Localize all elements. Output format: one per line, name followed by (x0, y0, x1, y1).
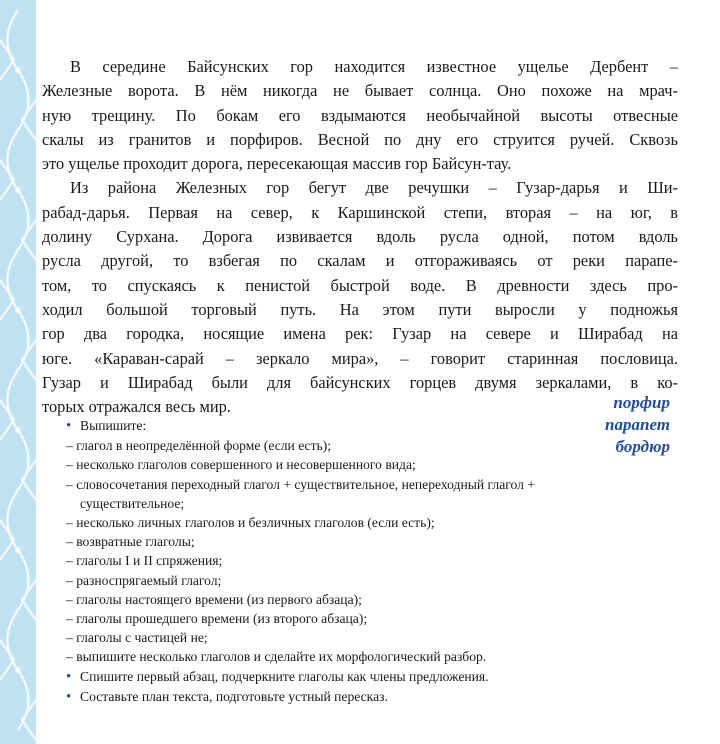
text-line: скалы из гранитов и порфиров. Весной по дну его струится ручей. Сквозь (42, 129, 678, 149)
vocab-word: порфир (613, 393, 670, 412)
vocab-word: парапет (605, 415, 670, 434)
ornament-pattern (0, 0, 36, 744)
decorative-border (0, 0, 36, 744)
paragraph-1 (42, 55, 678, 176)
text-line: торых отражался весь мир. (42, 397, 231, 417)
text-line: русла другой, то взбегая по скалам и отгораживаясь от реки парапе- (42, 251, 678, 271)
text-line: долину Сурхана. Дорога извивается вдоль русла одной, потом вдоль (42, 227, 678, 247)
text-line: Железные ворота. В нём никогда не бывает солнца. Оно похоже на мрач- (42, 81, 678, 101)
list-item: – разноспрягаемый глагол; (66, 572, 222, 588)
list-item: – глаголы настоящего времени (из первого абзаца); (66, 591, 362, 607)
list-item: – глагол в неопределённой форме (если есть); (66, 438, 332, 454)
list-item: существительное; (80, 495, 185, 511)
text-line: гор два городка, носящие имена рек: Гузар на севере и Ширабад на (42, 324, 678, 344)
list-item: – несколько глаголов совершенного и несовершенного вида; (66, 457, 416, 473)
task-plan: • Составьте план текста, подготовьте устный пересказ. (66, 687, 686, 707)
text-line: Из района Железных гор бегут две речушки – Гузар-дарья и Ши- (70, 178, 678, 198)
text-line: Гузар и Ширабад были для байсунских горцев двумя зеркалами, в ко- (42, 372, 678, 392)
task-copy-paragraph: • Спишите первый абзац, подчеркните глаголы как члены предложения. (66, 667, 686, 687)
text-line: это ущелье проходит дорога, пересекающая массив гор Байсун-тау. (42, 154, 512, 174)
list-item: – глаголы прошедшего времени (из второго абзаца); (66, 611, 368, 627)
list-item: – глаголы I и II спряжения; (66, 553, 223, 569)
list-item: – возвратные глаголы; (66, 534, 195, 550)
page-content (42, 55, 678, 419)
text-line: В середине Байсунских гор находится известное ущелье Дербент – (70, 57, 678, 76)
bullet-icon: • (66, 668, 72, 685)
task-write-out: • Выпишите: (66, 416, 686, 436)
list-item: – несколько личных глаголов и безличных глаголов (если есть); (66, 515, 435, 531)
text-line: юге. «Караван-сарай – зеркало мира», – говорит старинная пословица. (42, 348, 678, 368)
list-item: – глаголы с частицей не; (66, 630, 208, 646)
vocab-word: бордюр (615, 437, 670, 456)
text-line: рабад-дарья. Первая на север, к Каршинской степи, вторая – на юг, в (42, 202, 678, 222)
text-line: ную трещину. По бокам его вздымаются необычайной высоты отвесные (42, 105, 678, 125)
list-item: – словосочетания переходный глагол + существительное, непереходный глагол + (66, 476, 535, 492)
bullet-icon: • (66, 688, 72, 705)
text-line: том, то спускаясь к пенистой быстрой воде. В древности здесь про- (42, 275, 678, 295)
bullet-icon: • (66, 418, 72, 434)
list-item: – выпишите несколько глаголов и сделайте их морфологический разбор. (66, 649, 487, 665)
paragraph-2 (42, 176, 678, 419)
text-line: ходил большой торговый путь. На этом пути выросли у подножья (42, 299, 678, 319)
task-list (66, 416, 686, 707)
